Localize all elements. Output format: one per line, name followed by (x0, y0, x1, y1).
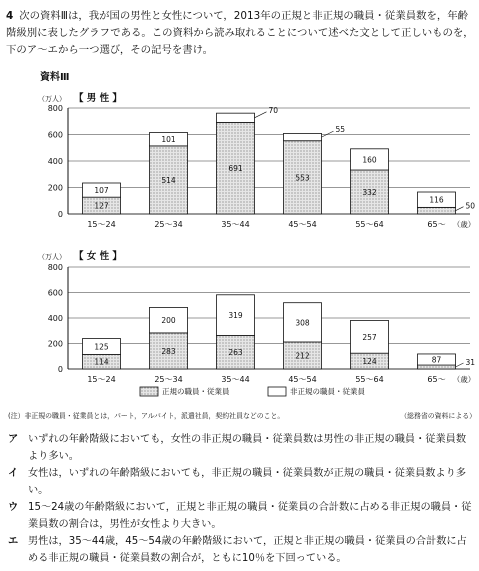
female-label-regular: 212 (295, 351, 310, 361)
female-label-regular: 114 (94, 357, 109, 367)
legend-swatch-regular (140, 387, 158, 396)
male-label-nonregular: 101 (161, 135, 176, 145)
male-x-tick-label: 25～34 (154, 220, 183, 229)
male-bar-regular (418, 207, 456, 214)
female-label-nonregular: 319 (228, 311, 243, 321)
source-note (8, 410, 476, 420)
male-y-tick-label: 600 (47, 130, 63, 140)
male-leader-nonregular (322, 131, 334, 137)
legend-label-regular: 正規の職員・従業員 (162, 387, 230, 396)
male-y-unit: （万人） (38, 95, 66, 103)
option-i-text: 女性は，いずれの年齢階級においても，非正規の職員・従業員数が正規の職員・従業員数より多い。 (28, 468, 467, 496)
male-x-tick-label: 55～64 (355, 220, 384, 229)
female-y-tick-label: 200 (47, 339, 63, 349)
male-x-unit: （歳） (452, 220, 476, 229)
female-x-tick-label: 45～54 (288, 375, 317, 384)
note-source: （総務省の資料による） (400, 412, 476, 420)
male-x-tick-label: 35～44 (221, 220, 250, 229)
male-x-tick-label: 45～54 (288, 220, 317, 229)
female-label-regular: 283 (161, 346, 176, 356)
chart-title: 資料Ⅲ (40, 72, 70, 83)
male-label-nonregular: 70 (268, 105, 279, 115)
female-x-unit: （歳） (452, 375, 476, 384)
male-label-regular: 332 (362, 188, 377, 198)
male-label-regular: 127 (94, 201, 109, 211)
female-label-nonregular: 308 (295, 318, 310, 328)
male-bar-nonregular (217, 113, 255, 122)
female-y-tick-label: 800 (47, 263, 63, 272)
question-number: 4 (6, 10, 14, 22)
female-label-regular: 124 (362, 357, 377, 367)
male-y-tick-label: 800 (47, 104, 63, 113)
female-y-unit: （万人） (38, 253, 66, 261)
male-label-regular: 553 (295, 173, 310, 183)
male-label-regular: 514 (161, 175, 176, 185)
female-bar-regular (418, 365, 456, 369)
female-subtitle: 【 女 性 】 (74, 251, 122, 262)
male-label-regular: 691 (228, 164, 243, 174)
option-i[interactable] (8, 465, 474, 499)
legend-swatch-nonregular (268, 387, 286, 396)
male-subtitle: 【 男 性 】 (74, 93, 122, 104)
female-y-tick-label: 600 (47, 288, 63, 298)
female-y-tick-label: 400 (47, 314, 63, 323)
male-y-tick-label: 0 (57, 210, 63, 219)
female-label-nonregular: 257 (362, 332, 377, 342)
male-bar-nonregular (284, 133, 322, 140)
question-body: 次の資料Ⅲは，我が国の男性と女性について，2013年の正規と非正規の職員・従業員数を，年齢階級別に表したグラフである。この資料から読み取れることについて述べた文として正しいものを，下のア～エから一つ選び，その記号を書け。 (6, 10, 474, 56)
option-u[interactable] (8, 499, 474, 533)
male-label-nonregular: 160 (362, 155, 377, 165)
female-label-nonregular: 125 (94, 342, 109, 352)
female-label-nonregular: 87 (431, 355, 442, 365)
option-u-key: ウ (8, 502, 19, 513)
male-x-tick-label: 15～24 (87, 220, 116, 229)
female-leader-regular (456, 363, 464, 367)
male-x-tick-label: 65～ (427, 220, 446, 229)
female-x-tick-label: 15～24 (87, 375, 116, 384)
male-label-nonregular: 116 (429, 195, 444, 205)
female-y-tick-label: 0 (57, 365, 63, 374)
male-leader-regular (456, 207, 464, 211)
female-label-regular: 263 (228, 348, 243, 358)
legend-label-nonregular: 非正規の職員・従業員 (290, 387, 365, 396)
answer-options (8, 431, 474, 567)
male-label-nonregular: 55 (335, 125, 346, 135)
female-x-tick-label: 35～44 (221, 375, 250, 384)
option-a-key: ア (8, 434, 19, 445)
option-u-text: 15～24歳の年齢階級において，正規と非正規の職員・従業員の合計数に占める非正規の職員・従業員数の割合は，男性が女性より大きい。 (28, 502, 472, 530)
male-label-nonregular: 107 (94, 186, 109, 196)
option-a[interactable] (8, 431, 474, 465)
female-label-regular: 31 (465, 358, 476, 368)
option-i-key: イ (8, 468, 19, 479)
female-label-nonregular: 200 (161, 316, 176, 326)
female-x-tick-label: 65～ (427, 375, 446, 384)
option-e-text: 男性は，35～44歳，45～54歳の年齢階級において，正規と非正規の職員・従業員の合計数に占める非正規の職員・従業員数の割合が，ともに10％を下回っている。 (28, 536, 467, 564)
option-a-text: いずれの年齢階級においても，女性の非正規の職員・従業員数は男性の非正規の職員・従業員数より多い。 (28, 434, 467, 462)
male-label-regular: 50 (465, 201, 476, 211)
female-x-tick-label: 25～34 (154, 375, 183, 384)
female-x-tick-label: 55～64 (355, 375, 384, 384)
male-y-tick-label: 400 (47, 157, 63, 166)
option-e-key: エ (8, 536, 19, 547)
note-text: (注）非正規の職員・従業員とは，パート，アルバイト，派遣社員，契約社員などのこと。 (8, 412, 285, 420)
male-leader-nonregular (255, 112, 267, 118)
option-e[interactable] (8, 533, 474, 567)
male-y-tick-label: 200 (47, 183, 63, 193)
